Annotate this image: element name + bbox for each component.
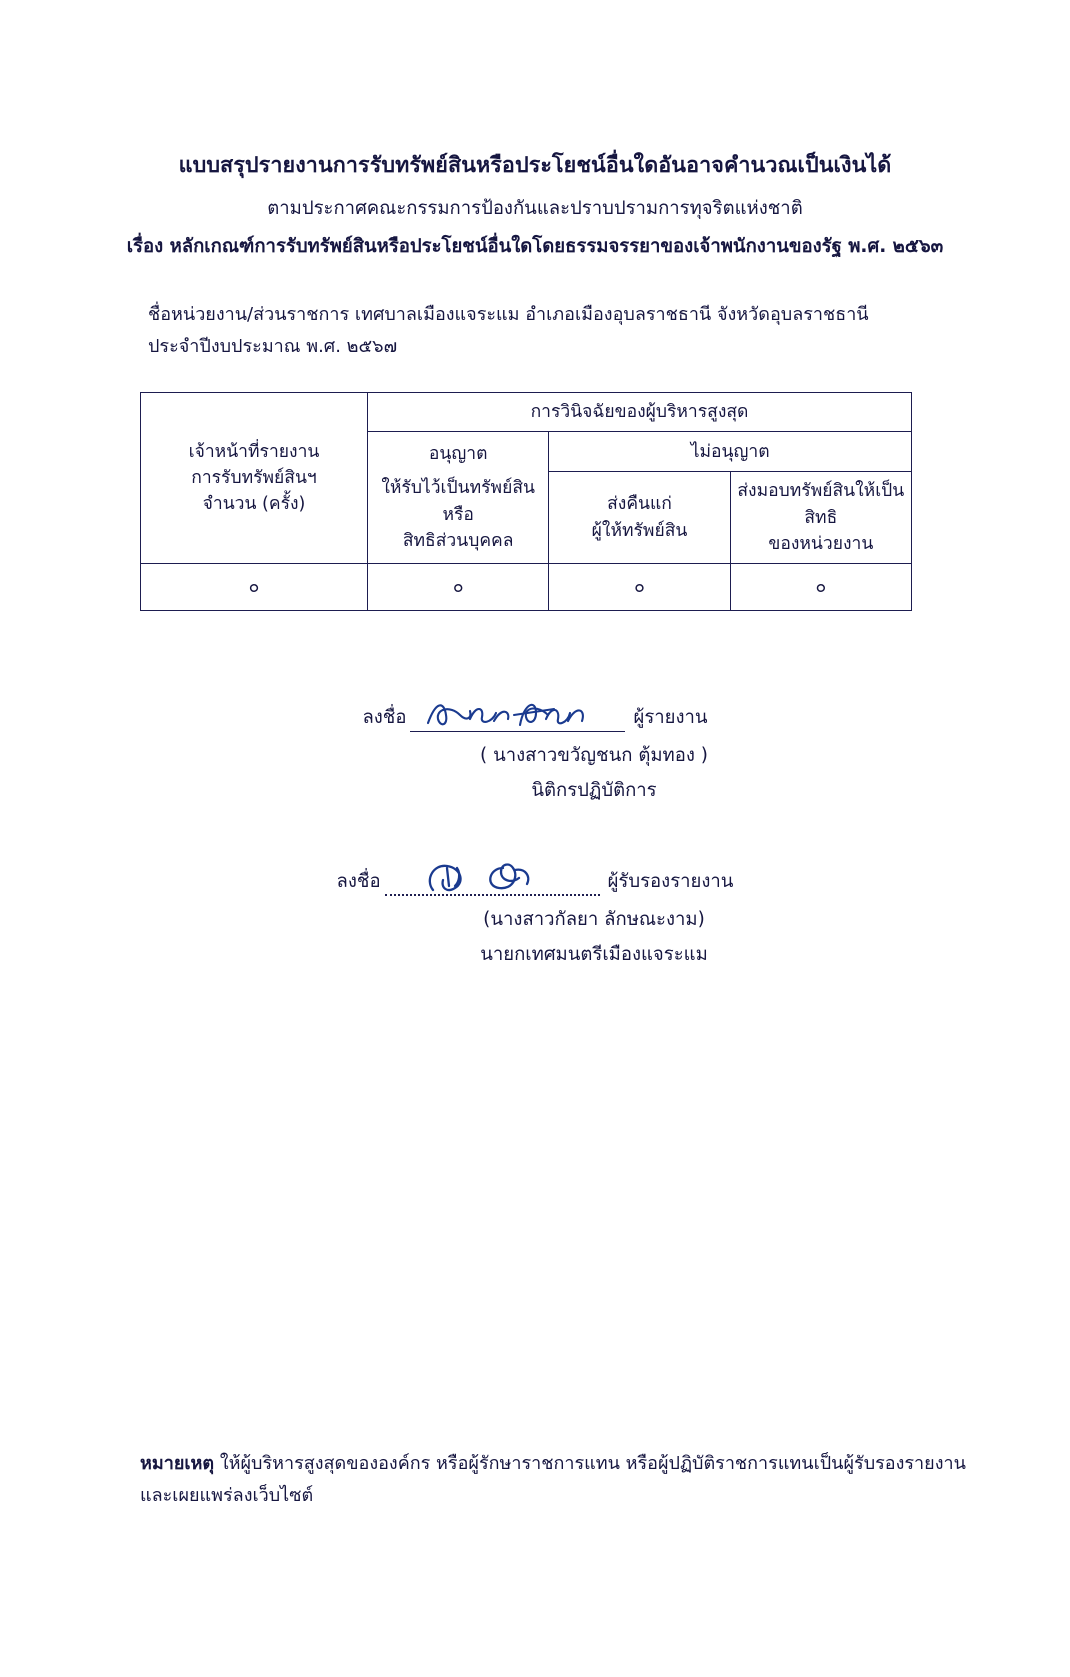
- value-transfer: ๐: [730, 564, 911, 611]
- footnote: [140, 1448, 980, 1511]
- signature-position: นิติกรปฏิบัติการ: [531, 780, 657, 801]
- header-transfer-line-2: ของหน่วยงาน: [768, 533, 874, 554]
- header-return-line-2: ผู้ให้ทรัพย์สิน: [591, 520, 688, 541]
- signature-line: [385, 872, 600, 896]
- header-decision-cell: การวินิจฉัยของผู้บริหารสูงสุด: [368, 393, 912, 432]
- signature-lead-label: ลงชื่อ: [362, 707, 407, 728]
- footnote-label: หมายเหตุ: [140, 1453, 215, 1474]
- table-header-row-1: [141, 393, 912, 432]
- header-transfer-cell: [730, 472, 911, 564]
- header-allow-cell: [368, 432, 549, 564]
- header-return-cell: [549, 472, 730, 564]
- signature-row: [70, 703, 1000, 732]
- signature-line: [410, 709, 625, 732]
- fiscal-year-line: ประจำปีงบประมาณ พ.ศ. ๒๕๖๗: [148, 335, 398, 357]
- page-subtitle-1: ตามประกาศคณะกรรมการป้องกันและปราบปรามการทุจริตแห่งชาติ: [267, 198, 803, 219]
- header-officer-line-2: การรับทรัพย์สินฯ: [191, 467, 317, 488]
- signature-lead-label: ลงชื่อ: [336, 871, 381, 892]
- signature-role-label: ผู้รับรองรายงาน: [607, 871, 734, 892]
- signature-row: [70, 867, 1000, 896]
- organization-block: [70, 299, 1000, 362]
- signature-position: นายกเทศมนตรีเมืองแจระแม: [480, 944, 708, 965]
- header-officer-line-1: เจ้าหน้าที่รายงาน: [188, 441, 320, 462]
- handwritten-signature-icon: [410, 693, 625, 733]
- value-allow: ๐: [368, 564, 549, 611]
- document-page: [0, 148, 1070, 1677]
- header-officer-cell: [141, 393, 368, 564]
- signature-area: [70, 703, 1000, 969]
- header-return-line-1: ส่งคืนแก่: [607, 494, 672, 515]
- footnote-line-1: ให้ผู้บริหารสูงสุดขององค์กร หรือผู้รักษาราชการแทน หรือผู้ปฏิบัติราชการแทนเป็นผู้รับรองรายงาน: [219, 1453, 966, 1474]
- table-row: [141, 564, 912, 611]
- report-table-wrapper: [70, 392, 1000, 611]
- header-officer-line-3: จำนวน (ครั้ง): [202, 494, 306, 515]
- header-transfer-line-1: ส่งมอบทรัพย์สินให้เป็นสิทธิ: [737, 481, 905, 528]
- organization-value: เทศบาลเมืองแจระแม อำเภอเมืองอุบลราชธานี จังหวัดอุบลราชธานี: [354, 304, 869, 325]
- signature-name: (นางสาวกัลยา ลักษณะงาม): [483, 909, 705, 930]
- header-allow-detail-line-2: สิทธิส่วนบุคคล: [402, 530, 514, 551]
- organization-label: ชื่อหน่วยงาน/ส่วนราชการ: [148, 304, 350, 325]
- value-officer-count: ๐: [141, 564, 368, 611]
- handwritten-signature-icon: [385, 856, 600, 896]
- header-disallow-cell: ไม่อนุญาต: [549, 432, 912, 472]
- signature-block-reporter: [70, 703, 1000, 805]
- page-title: แบบสรุปรายงานการรับทรัพย์สินหรือประโยชน์อื่นใดอันอาจคำนวณเป็นเงินได้: [178, 153, 892, 178]
- signature-name: ( นางสาวขวัญชนก ตุ้มทอง ): [480, 745, 708, 766]
- report-table: [140, 392, 912, 611]
- signature-block-certifier: [70, 867, 1000, 969]
- header-allow-detail-line-1: ให้รับไว้เป็นทรัพย์สินหรือ: [381, 478, 535, 525]
- page-subtitle-2: เรื่อง หลักเกณฑ์การรับทรัพย์สินหรือประโยชน์อื่นใดโดยธรรมจรรยาของเจ้าพนักงานของรัฐ พ.ศ. ๒๕๖๓: [126, 236, 944, 257]
- value-return: ๐: [549, 564, 730, 611]
- organization-line: [148, 299, 1000, 331]
- footnote-line-2: และเผยแพร่ลงเว็บไซต์: [140, 1484, 314, 1506]
- header-allow-label: อนุญาต: [428, 444, 488, 465]
- signature-role-label: ผู้รายงาน: [633, 707, 708, 728]
